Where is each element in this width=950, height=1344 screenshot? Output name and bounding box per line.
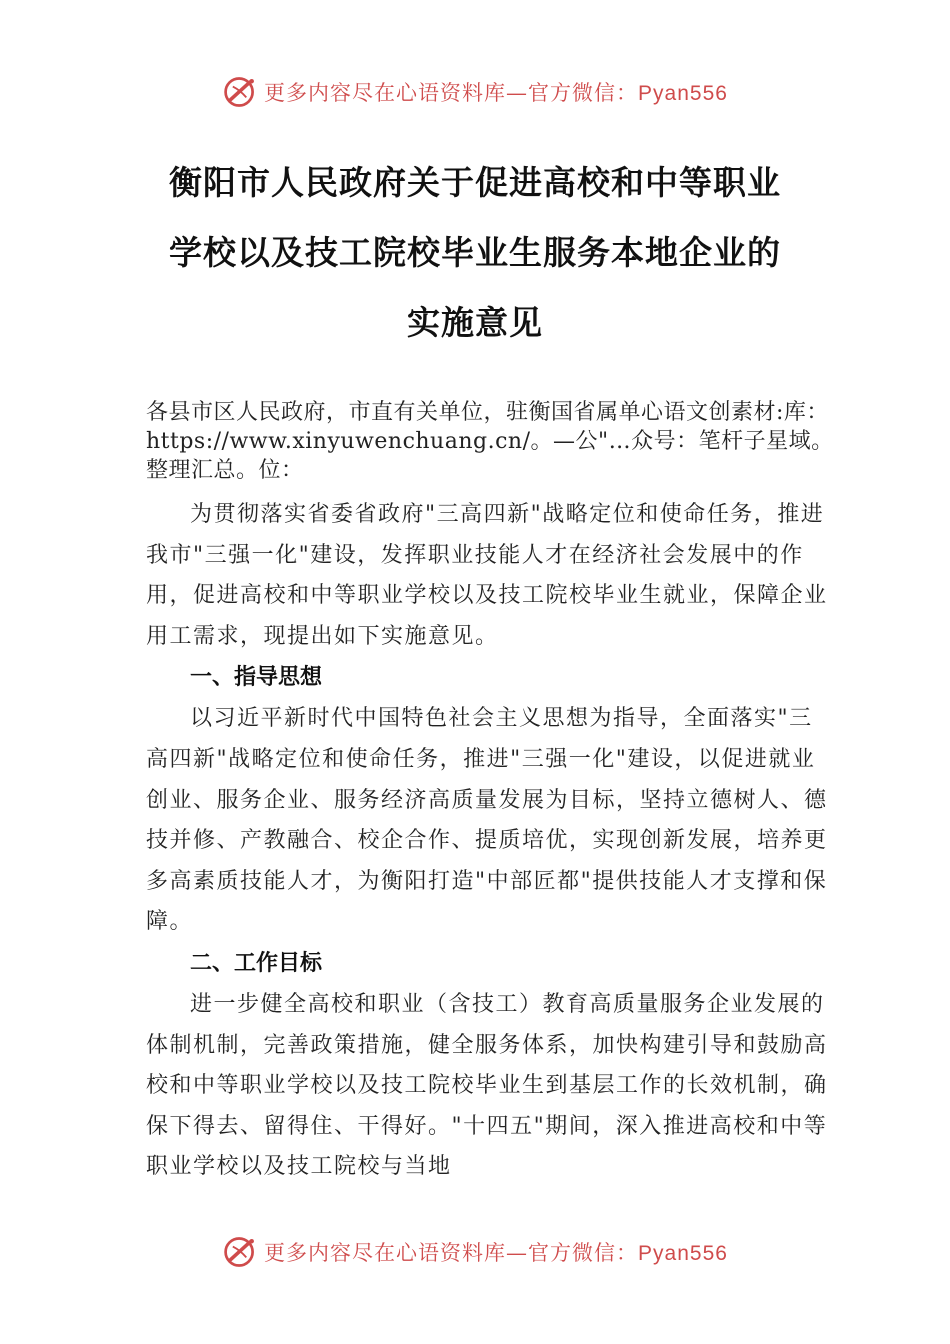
intro-paragraph: 为贯彻落实省委省政府"三高四新"战略定位和使命任务，推进我市"三强一化"建设，发挥职业技能人才在经济社会发展中的作用，促进高校和中等职业学校以及技工院校毕业生就业，保障企业用工需求，现提出如下实施意见。 (146, 502, 828, 649)
section-paragraph: 以习近平新时代中国特色社会主义思想为指导，全面落实"三高四新"战略定位和使命任务，推进"三强一化"建设，以促进就业创业、服务企业、服务经济高质量发展为目标，坚持立德树人、德技并修、产教融合、校企合作、提质培优，实现创新发展，培养更多高素质技能人才，为衡阳打造"中部匠都"提供技能人才支撑和保障。 (146, 706, 828, 935)
footer-watermark-banner (0, 1230, 950, 1274)
section-heading: 二、工作目标 (190, 950, 323, 976)
document-title (120, 148, 830, 358)
section-heading: 一、指导思想 (190, 665, 323, 691)
banner-text: 更多内容尽在心语资料库—官方微信：Pyan556 (264, 1241, 728, 1265)
brush-seal-icon (222, 1234, 258, 1270)
salutation: 各县市区人民政府，市直有关单位，驻衡国省属单心语文创素材:库：https://www.xinyuwenchuang.cn/。—公"…众号：笔杆子星域。整理汇总。位： (146, 400, 834, 483)
wechat-id: Pyan556 (638, 82, 728, 105)
title-line: 实施意见 (407, 303, 543, 342)
brush-seal-icon (222, 74, 258, 110)
header-watermark-banner (0, 70, 950, 114)
title-line: 学校以及技工院校毕业生服务本地企业的 (169, 233, 781, 272)
title-line: 衡阳市人民政府关于促进高校和中等职业 (169, 163, 781, 202)
wechat-id: Pyan556 (638, 1242, 728, 1265)
section-paragraph: 进一步健全高校和职业（含技工）教育高质量服务企业发展的体制机制，完善政策措施，健全服务体系，加快构建引导和鼓励高校和中等职业学校以及技工院校毕业生到基层工作的长效机制，确保下得去、留得住、干得好。"十四五"期间，深入推进高校和中等职业学校以及技工院校与当地 (146, 991, 828, 1180)
banner-text: 更多内容尽在心语资料库—官方微信：Pyan556 (264, 81, 728, 105)
document-body (146, 398, 836, 1188)
